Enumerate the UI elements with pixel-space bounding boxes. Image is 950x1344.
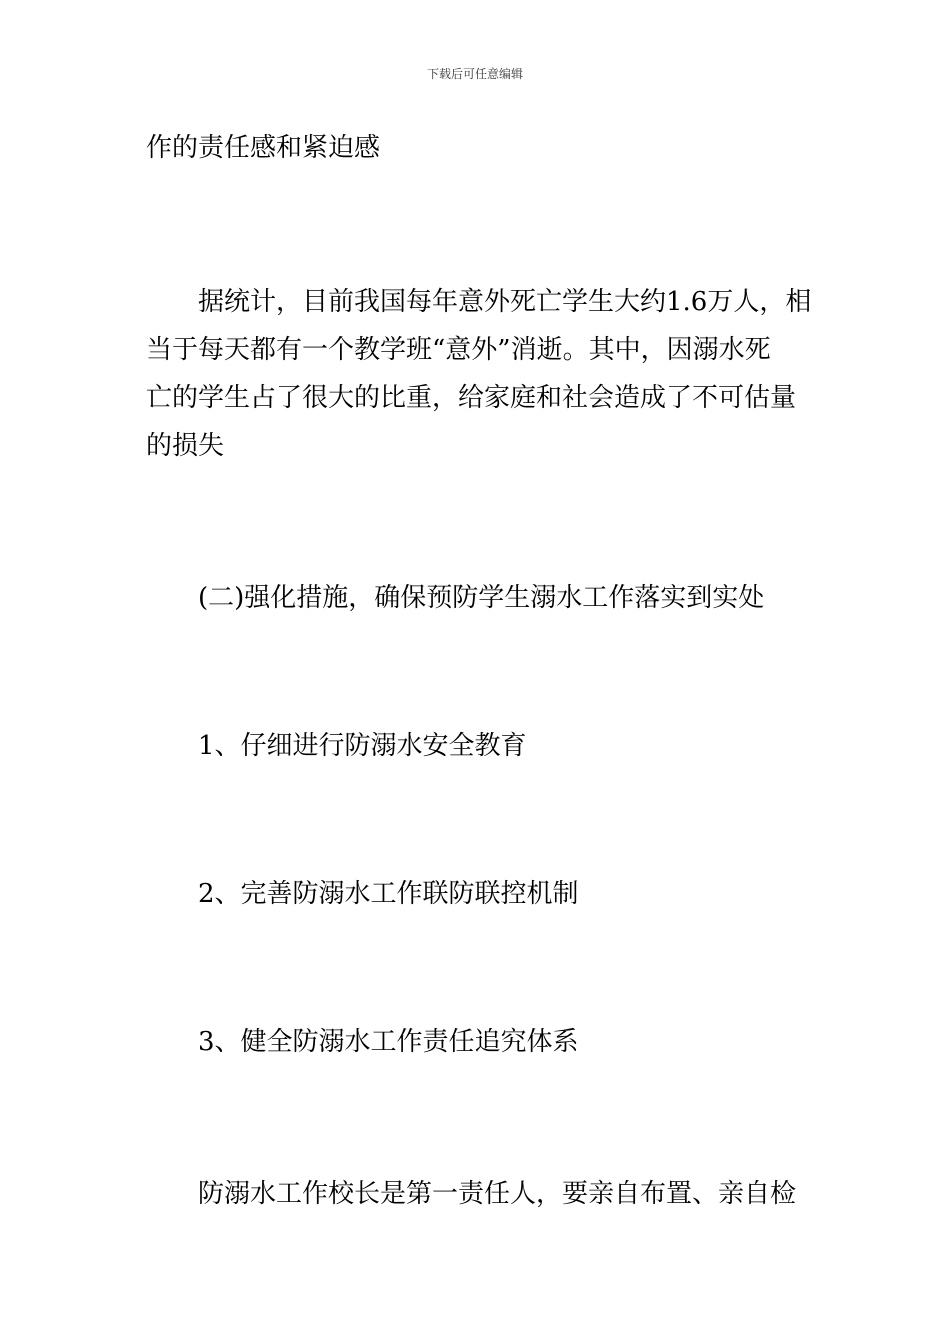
paragraph-line: 的损失 <box>146 431 225 461</box>
paragraph-line: 当于每天都有一个教学班“意外”消逝。其中，因溺水死 <box>146 335 771 365</box>
list-item <box>146 1018 810 1066</box>
paragraph-line: 2、完善防溺水工作联防联控机制 <box>146 879 579 909</box>
paragraph-line: 1、仔细进行防溺水安全教育 <box>146 731 527 761</box>
page-header: 下载后可任意编辑 <box>426 67 523 81</box>
paragraph-line: 据统计，目前我国每年意外死亡学生大约1.6万人，相 <box>146 287 812 317</box>
list-item <box>146 870 810 918</box>
paragraph-line: 3、健全防溺水工作责任追究体系 <box>146 1027 579 1057</box>
paragraph-line: 防溺水工作校长是第一责任人，要亲自布置、亲自检 <box>146 1179 797 1209</box>
paragraph-statistics <box>146 278 810 470</box>
list-item <box>146 722 810 770</box>
section-heading <box>146 574 810 622</box>
paragraph-line: (二)强化措施，确保预防学生溺水工作落实到实处 <box>146 583 765 613</box>
paragraph-line: 作的责任感和紧迫感 <box>146 133 381 163</box>
paragraph-continuation <box>146 124 810 172</box>
paragraph-line: 亡的学生占了很大的比重，给家庭和社会造成了不可估量 <box>146 383 797 413</box>
paragraph-responsibility <box>146 1170 810 1218</box>
